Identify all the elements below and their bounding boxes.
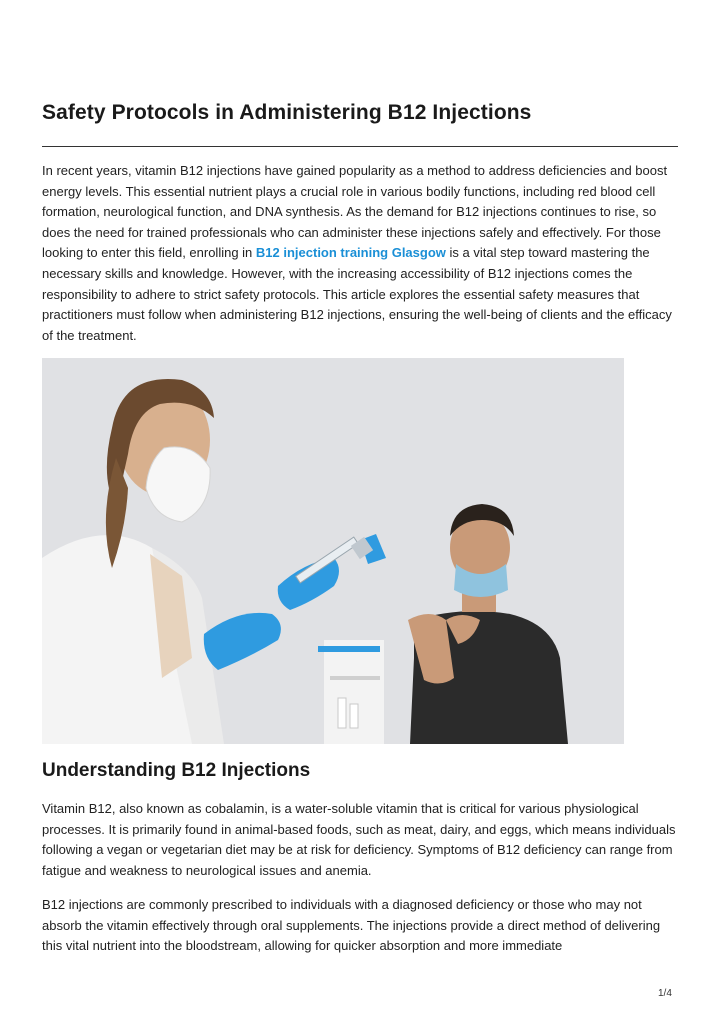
injection-photo xyxy=(42,358,624,744)
b12-training-link[interactable]: B12 injection training Glasgow xyxy=(255,245,446,261)
page-number: 1/4 xyxy=(658,988,672,999)
intro-text-before-link: In recent years, vitamin B12 injections have gained popularity as a method to address deficiencies and boost energy levels. This essential nutrient plays a crucial role in various bodily functions, including red blood cell formation, neurological function, and DNA synthesis. As the demand for B12 injections continues to rise, so does the need for trained professionals who can administer these injections safely and effectively. For those looking to enter this field, enrolling in xyxy=(42,163,668,261)
intro-text-after-link: is a vital step toward mastering the necessary skills and knowledge. However, with the increasing accessibility of B12 injections comes the responsibility to adhere to strict safety protocols. This article explores the essential safety measures that practitioners must follow when administering B12 injections, ensuring the well-being of clients and the efficacy of the treatment. xyxy=(42,245,672,343)
section-paragraph: Vitamin B12, also known as cobalamin, is a water-soluble vitamin that is critical for various physiological processes. It is primarily found in animal-based foods, such as meat, dairy, and eggs, which means individuals following a vegan or vegetarian diet may be at risk for deficiency. Symptoms of B12 deficiency can range from fatigue and weakness to neurological issues and anemia. xyxy=(42,801,676,878)
intro-paragraph xyxy=(42,161,682,346)
section-paragraph: B12 injections are commonly prescribed to individuals with a diagnosed deficiency or those who may not absorb the vitamin effectively through oral supplements. The injections provide a direct method of delivering this vital nutrient into the bloodstream, allowing for quicker absorption and more immediate xyxy=(42,897,661,954)
title-divider xyxy=(42,146,678,147)
section-heading-understanding: Understanding B12 Injections xyxy=(42,760,311,781)
article-title: Safety Protocols in Administering B12 Injections xyxy=(42,101,532,124)
